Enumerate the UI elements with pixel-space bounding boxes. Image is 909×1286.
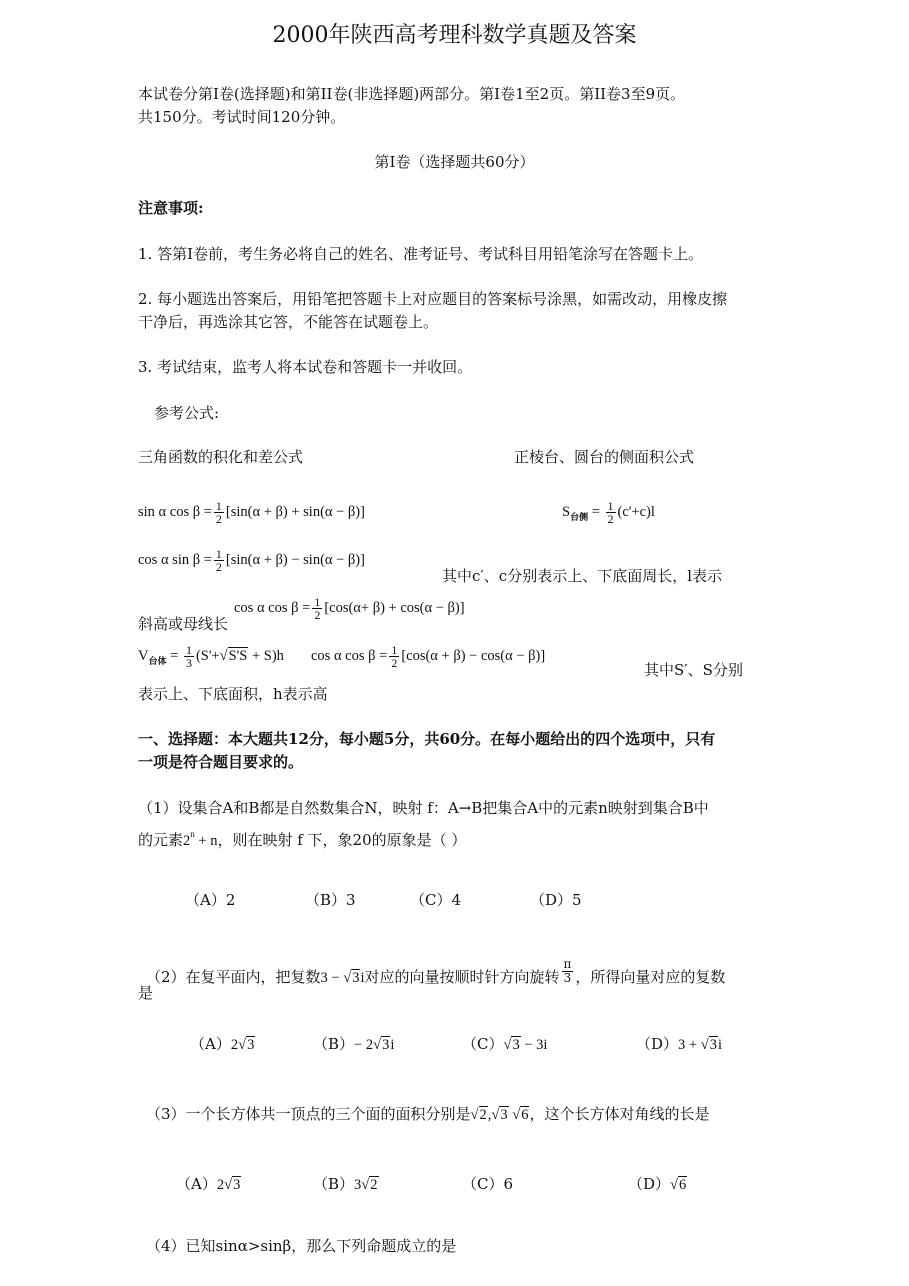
volume-note-cont: 表示上、下底面积，h表示高 [138,685,328,703]
intro-line-2: 共150分。考试时间120分钟。 [138,108,346,126]
q2-line-1: （2）在复平面内，把复数3 − √3i对应的向量按顺时针方向旋转 $\frac{\pi}{3}$ ，所得向量对应的复数 [146,957,726,986]
section-title: 第Ⅰ卷（选择题共60分） [374,153,535,171]
q1-option-a: （A）2 [185,891,236,909]
notice-item-1: 1. 答第Ⅰ卷前，考生务必将自己的姓名、准考证号、考试科目用铅笔涂写在答题卡上。 [138,245,704,263]
q3-line-1: （3）一个长方体共一顶点的三个面的面积分别是√2,√3 √6，这个长方体对角线的长是 [146,1105,710,1123]
q3-option-a: （A）2√3 [176,1175,241,1193]
formula-cos-cos-diff: cos α cos β = $\frac{1}{2}$ [cos(α + β) − cos(α − β)] [311,643,546,671]
intro-line-1: 本试卷分第Ⅰ卷(选择题)和第II卷(非选择题)两部分。第Ⅰ卷1至2页。第II卷3至9页。 [138,85,686,103]
notice-item-2-cont: 干净后，再选涂其它答，不能答在试题卷上。 [138,313,439,331]
q3-option-c: （C）6 [462,1175,514,1193]
q1-line-1: （1）设集合A和B都是自然数集合N，映射 f：A→B把集合A中的元素n映射到集合B中 [138,799,709,817]
lateral-note-cont: 斜高或母线长 [138,615,229,633]
trig-heading: 三角函数的积化和差公式 [138,448,304,466]
notice-item-3: 3. 考试结束，监考人将本试卷和答题卡一并收回。 [138,358,473,376]
formula-sin-cos: sin α cos β = $\frac{1}{2}$ [sin(α + β) + sin(α − β)] [138,499,365,527]
q2-option-c: （C）√3 − 3i [462,1035,548,1053]
lateral-note: 其中c′、c分别表示上、下底面周长，l表示 [442,567,723,585]
volume-note: 其中S′、S分别 [644,661,743,679]
part1-heading-line-1: 一、选择题：本大题共12分，每小题5分，共60分。在每小题给出的四个选项中，只有 [138,730,716,748]
part1-heading-line-2: 一项是符合题目要求的。 [138,753,304,771]
notice-heading: 注意事项: [138,199,204,217]
formula-cos-cos-sum: cos α cos β = $\frac{1}{2}$ [cos(α+ β) + cos(α − β)] [234,595,465,623]
formula-lateral-area: $S_{台侧}$ = $\frac{1}{2}$ (c'+c)l [562,499,655,527]
formula-cos-sin: cos α sin β = $\frac{1}{2}$ [sin(α + β) − sin(α − β)] [138,547,365,575]
q3-option-b: （B）3√2 [313,1175,378,1193]
q1-line-2: 的元素$2^n + n$，则在映射 f 下，象20的原象是（ ） [138,829,467,849]
notice-item-2: 2. 每小题选出答案后，用铅笔把答题卡上对应题目的答案标号涂黑，如需改动，用橡皮擦 [138,290,728,308]
q4-line-1: （4）已知sinα>sinβ，那么下列命题成立的是 [146,1237,457,1255]
formula-volume: $V_{台体}$ = $\frac{1}{3}$ (S'+√S'S + S)h [138,643,284,671]
frustum-heading: 正棱台、圆台的侧面积公式 [514,448,695,466]
q3-option-d: （D）√6 [628,1175,687,1193]
q2-option-b: （B）− 2√3i [313,1035,395,1053]
q2-option-a: （A）2√3 [190,1035,255,1053]
q2-line-2: 是 [138,984,154,1002]
reference-label: 参考公式: [154,404,220,422]
q2-option-d: （D）3 + √3i [636,1035,722,1053]
q1-option-b: （B）3 [305,891,356,909]
q1-option-c: （C）4 [410,891,462,909]
page-title: 2000年陕西高考理科数学真题及答案 [272,23,637,48]
q1-option-d: （D）5 [530,891,582,909]
